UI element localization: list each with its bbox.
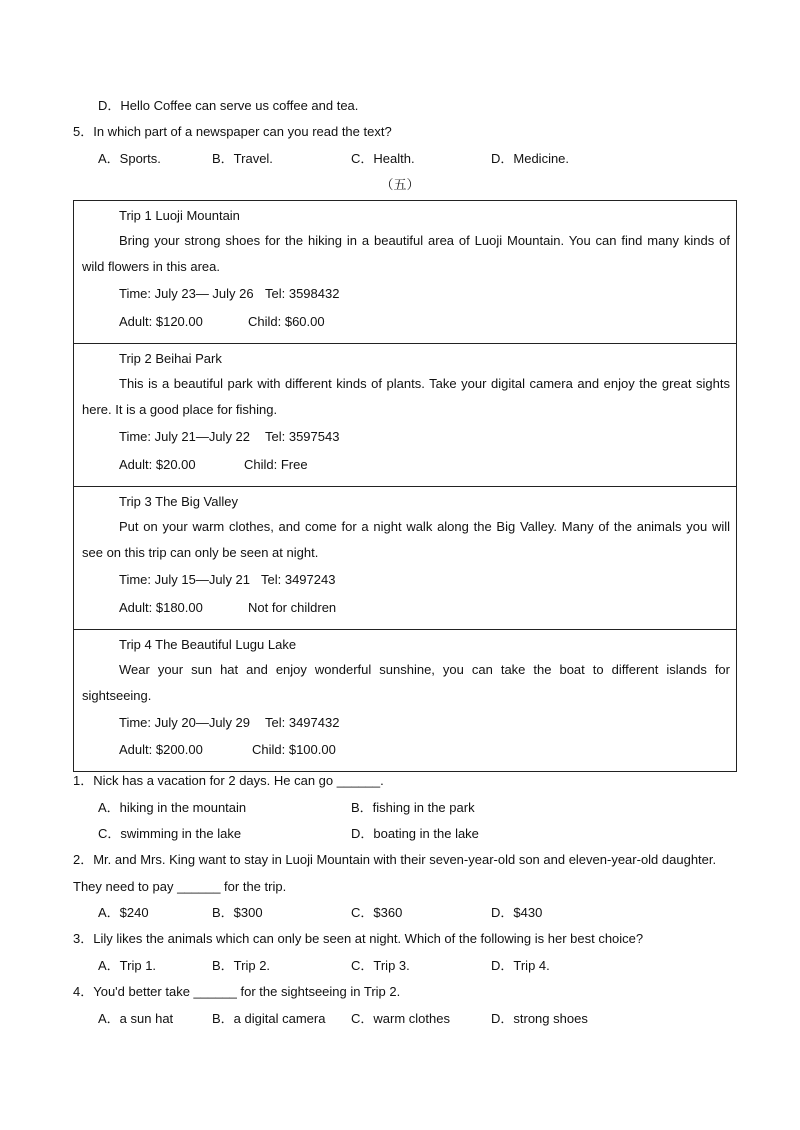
trip-time: Time: July 21—July 22: [119, 429, 251, 444]
question-5-option-b: B．Travel.: [212, 151, 273, 166]
trip-title: Trip 1 Luoji Mountain: [119, 208, 240, 223]
question-2-option-c: C．$360: [351, 905, 403, 920]
prev-option-d: D．Hello Coffee can serve us coffee and tea.: [98, 98, 359, 113]
section-title: （五）: [380, 177, 420, 192]
trip-time: Time: July 15—July 21: [119, 572, 251, 587]
question-3-option-d: D．Trip 4.: [491, 958, 550, 973]
trip-description: This is a beautiful park with different kinds of plants. Take your digital camera and enjoy the great sights here. It is a good place for fishing.: [82, 376, 730, 417]
trip-child-price: Child: $100.00: [252, 742, 336, 757]
trip-card-2: [73, 343, 737, 487]
question-2-option-d: D．$430: [491, 905, 543, 920]
trip-tel: Tel: 3597543: [265, 429, 340, 444]
trip-card-4: [73, 629, 737, 772]
question-5-option-a: A．Sports.: [98, 151, 161, 166]
trip-child-price: Child: $60.00: [248, 314, 325, 329]
question-4-option-c: C．warm clothes: [351, 1011, 450, 1026]
question-2-text-line-2: They need to pay ______ for the trip.: [73, 879, 287, 894]
trip-description: Bring your strong shoes for the hiking in a beautiful area of Luoji Mountain. You can find many kinds of wild flowers in this area.: [82, 233, 730, 274]
trip-adult-price: Adult: $120.00: [119, 314, 203, 329]
question-4-option-a: A．a sun hat: [98, 1011, 174, 1026]
question-1-text: 1．Nick has a vacation for 2 days. He can go ______.: [73, 773, 384, 788]
question-5-text: 5．In which part of a newspaper can you read the text?: [73, 124, 392, 139]
trip-description: Wear your sun hat and enjoy wonderful sunshine, you can take the boat to different islands for sightseeing.: [82, 662, 730, 703]
question-3-option-c: C．Trip 3.: [351, 958, 410, 973]
trip-child-price: Child: Free: [244, 457, 308, 472]
question-5-option-d: D．Medicine.: [491, 151, 570, 166]
question-1-option-b: B．fishing in the park: [351, 800, 475, 815]
question-1-option-d: D．boating in the lake: [351, 826, 479, 841]
trip-tel: Tel: 3497243: [261, 572, 336, 587]
question-3-option-b: B．Trip 2.: [212, 958, 271, 973]
trip-adult-price: Adult: $180.00: [119, 600, 203, 615]
question-5-option-c: C．Health.: [351, 151, 415, 166]
trip-time: Time: July 23— July 26: [119, 286, 254, 301]
trip-card-1: [73, 200, 737, 344]
trip-description: Put on your warm clothes, and come for a night walk along the Big Valley. Many of the animals you will see on this trip can only be seen at night.: [82, 519, 730, 560]
question-4-text: 4．You'd better take ______ for the sightseeing in Trip 2.: [73, 984, 401, 999]
trip-time: Time: July 20—July 29: [119, 715, 251, 730]
trip-child-note: Not for children: [248, 600, 337, 615]
trip-title: Trip 3 The Big Valley: [119, 494, 238, 509]
question-4-option-b: B．a digital camera: [212, 1011, 326, 1026]
trip-tel: Tel: 3497432: [265, 715, 340, 730]
question-3-text: 3．Lily likes the animals which can only be seen at night. Which of the following is her best choice?: [73, 931, 644, 946]
trip-adult-price: Adult: $20.00: [119, 457, 196, 472]
question-1-option-a: A．hiking in the mountain: [98, 800, 247, 815]
question-1-option-c: C．swimming in the lake: [98, 826, 242, 841]
trip-title: Trip 4 The Beautiful Lugu Lake: [119, 637, 297, 652]
question-2-option-b: B．$300: [212, 905, 263, 920]
trip-card-3: [73, 486, 737, 630]
question-3-option-a: A．Trip 1.: [98, 958, 157, 973]
question-2-option-a: A．$240: [98, 905, 149, 920]
question-4-option-d: D．strong shoes: [491, 1011, 588, 1026]
question-2-text-line-1: 2．Mr. and Mrs. King want to stay in Luoji Mountain with their seven-year-old son and eleven-year-old daughter.: [73, 852, 717, 867]
trip-adult-price: Adult: $200.00: [119, 742, 203, 757]
trip-title: Trip 2 Beihai Park: [119, 351, 222, 366]
trip-tel: Tel: 3598432: [265, 286, 340, 301]
